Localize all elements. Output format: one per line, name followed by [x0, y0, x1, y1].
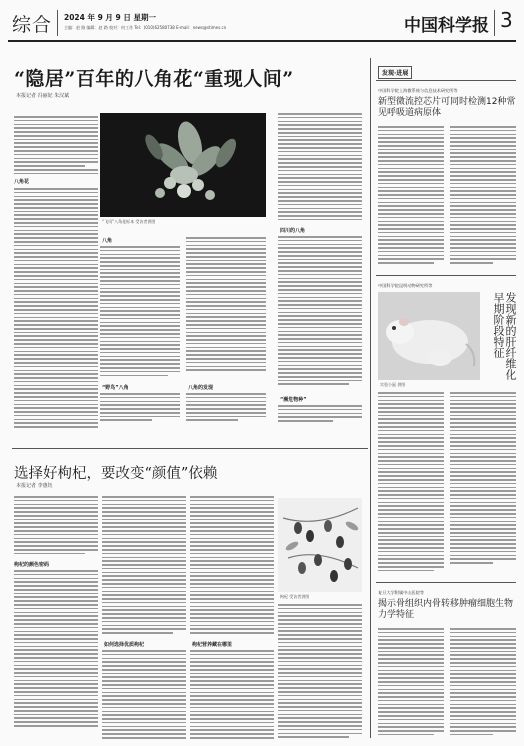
info-line: 主编：赵 路 编辑：赵 路 校对：何工作 Tel：(010)62580738 E-mail：news@stimes.cn [64, 25, 227, 30]
lead-subhead-4: 八角的发现 [188, 385, 214, 391]
sidebar-item1-kicker: 中国科学院上海微系统与信息技术研究所等 [378, 88, 458, 93]
goji-berry-photo [278, 498, 362, 592]
paper-name: 中国科学报 [404, 16, 489, 36]
goji-photo-caption: 枸杞 受访者供图 [280, 594, 310, 599]
sidebar-item3-headline: 揭示骨组织内骨转移肿瘤细胞生物力学特征 [378, 599, 514, 620]
date-line: 2024 年 9 月 9 日 星期一 [64, 13, 156, 22]
lead-subhead-3: “野鸟”八角 [102, 385, 129, 391]
lead-text-col-1 [14, 116, 98, 177]
sidebar-item2-kicker: 中国科学院昆明动物研究所等 [378, 283, 433, 288]
lead-subhead-2: 八角 [102, 238, 113, 244]
lead-photo-star-anise-flower [100, 113, 266, 217]
page-number: 3 [500, 8, 513, 32]
sidebar-photo-caption: 实验小鼠 供图 [380, 382, 406, 387]
second-subhead-3: 枸杞营养藏在哪里 [192, 642, 233, 648]
sidebar-mouse-photo [378, 292, 480, 380]
section-title: 综合 [12, 14, 53, 36]
sidebar-item2-headline: 发现新的肝纤维化早期阶段特征 [492, 292, 517, 380]
lead-headline: “隐居”百年的八角花“重现人间” [14, 68, 294, 90]
sidebar-column-label: 发现·进展 [378, 66, 412, 79]
second-byline: 本报记者 李惠钰 [16, 483, 53, 489]
lead-byline: 本报记者 冯丽妃 朱汉斌 [16, 93, 70, 99]
lead-photo-caption: “飞凤”八角花标本 受访者供图 [102, 219, 156, 224]
lead-subhead-5: 四川的八角 [280, 228, 306, 234]
second-subhead-1: 枸杞的颜色密码 [14, 562, 50, 568]
lead-subhead-1: 八角花 [14, 179, 30, 185]
sidebar-item1-headline: 新型微流控芯片可同时检测12种常见呼吸道病原体 [378, 97, 516, 118]
sidebar-item3-kicker: 复旦大学附属中山医院等 [378, 590, 425, 595]
second-headline: 选择好枸杞，要改变“颜值”依赖 [14, 466, 218, 482]
lead-subhead-6: “濒危物种” [280, 397, 307, 403]
second-subhead-2: 如何选择优质枸杞 [104, 642, 145, 648]
